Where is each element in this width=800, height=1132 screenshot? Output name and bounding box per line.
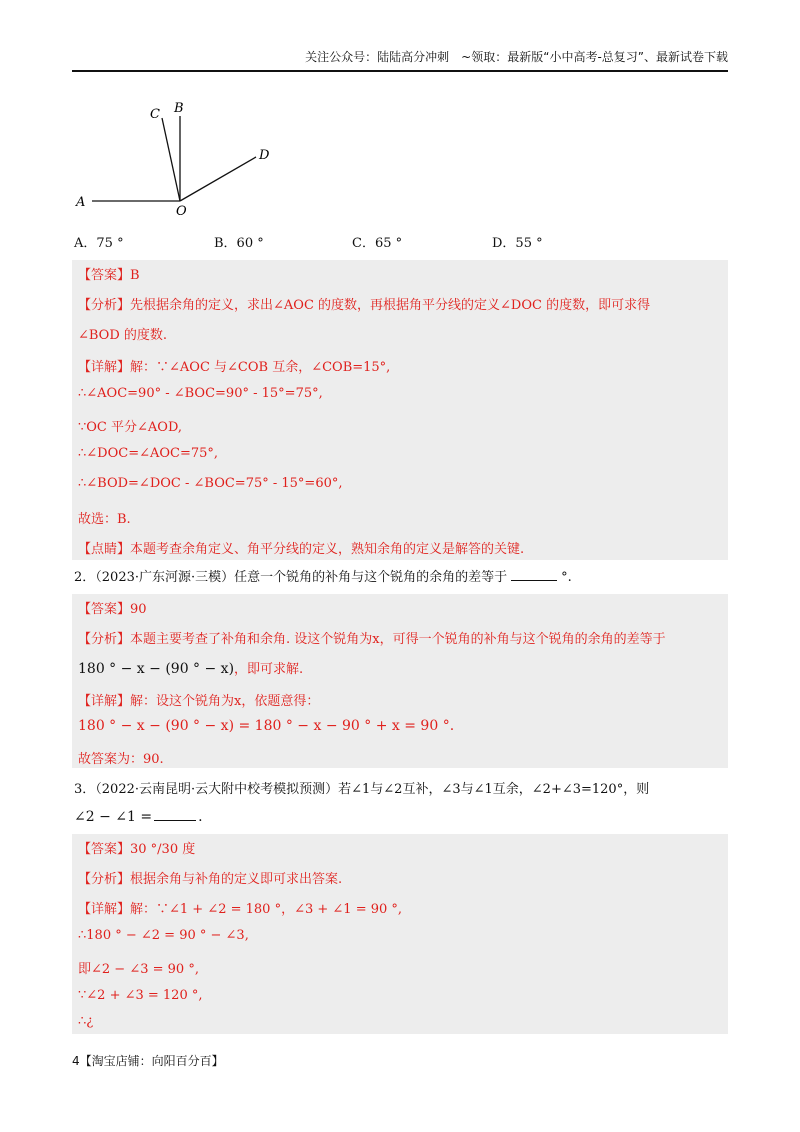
option-b: B．60 ° (214, 236, 264, 251)
q3-question-line2 (74, 808, 203, 825)
q1-answer: 【答案】B (78, 268, 140, 283)
q1-solution-block (72, 260, 728, 560)
q2-analysis-tail: ，即可求解. (234, 662, 304, 677)
q1-detail-line1: 【详解】解：∵∠AOC 与∠COB 互余，∠COB=15°, (78, 360, 391, 375)
page-header: 关注公众号：陆陆高分冲刺 ~领取：最新版“小中高考-总复习”、最新试卷下载 (72, 48, 728, 72)
label-o: O (176, 204, 187, 219)
q2-detail-line2: 180 ° − x − (90 ° − x) = 180 ° − x − 90 ° + x = 90 °. (78, 718, 455, 734)
q3-detail-line3: 即∠2 − ∠3 = 90 °, (78, 962, 199, 977)
q1-detail-line5: ∴∠BOD=∠DOC - ∠BOC=75° - 15°=60°, (78, 476, 343, 491)
q3-detail-line5: ∴¿ (78, 1014, 94, 1029)
q3-answer-blank[interactable] (154, 808, 196, 821)
option-a: A．75 ° (74, 236, 124, 251)
label-a: A (76, 195, 86, 210)
q3-detail-line4: ∵∠2 + ∠3 = 120 °, (78, 988, 203, 1003)
q3-question-end: . (198, 809, 203, 825)
q2-analysis-line2 (78, 658, 303, 677)
label-c: C (150, 107, 160, 122)
q2-question-text: 2．（2023·广东河源·三模）任意一个锐角的补角与这个锐角的余角的差等于 (74, 570, 508, 585)
q3-answer: 【答案】30 °/30 度 (78, 842, 196, 857)
q1-analysis-line2: ∠BOD 的度数. (78, 328, 168, 343)
q3-question-line1: 3．（2022·云南昆明·云大附中校考模拟预测）若∠1与∠2互补，∠3与∠1互余，∠2+∠3=120°，则 (74, 782, 650, 797)
q2-answer-blank[interactable] (511, 568, 557, 581)
q2-solution-block (72, 594, 728, 768)
q1-detail-line4: ∴∠DOC=∠AOC=75°, (78, 446, 219, 461)
q1-analysis-line1: 【分析】先根据余角的定义，求出∠AOC 的度数，再根据角平分线的定义∠DOC 的度数，即可求得 (78, 298, 651, 313)
q2-analysis-formula: 180 ° − x − (90 ° − x) (78, 661, 235, 677)
q3-analysis: 【分析】根据余角与补角的定义即可求出答案. (78, 872, 343, 887)
q2-answer: 【答案】90 (78, 602, 147, 617)
ray-od (180, 157, 256, 201)
q2-detail-line1: 【详解】解：设这个锐角为x，依题意得： (78, 694, 320, 709)
choice-options (74, 232, 734, 254)
option-c: C．65 ° (352, 236, 403, 251)
q3-detail-line1: 【详解】解：∵∠1 + ∠2 = 180 °，∠3 + ∠1 = 90 °, (78, 902, 403, 917)
label-d: D (259, 148, 270, 163)
label-b: B (174, 101, 184, 116)
q2-question-end: °. (561, 570, 572, 585)
angle-figure (70, 96, 290, 226)
q2-question (74, 566, 572, 585)
q2-analysis-line1: 【分析】本题主要考查了补角和余角. 设这个锐角为x，可得一个锐角的补角与这个锐角的余角的差等于 (78, 632, 666, 647)
ray-oc (162, 118, 180, 201)
q1-detail-line3: ∵OC 平分∠AOD, (78, 420, 183, 435)
q1-comment: 【点睛】本题考查余角定义、角平分线的定义，熟知余角的定义是解答的关键. (78, 542, 525, 557)
q1-detail-line2: ∴∠AOC=90° - ∠BOC=90° - 15°=75°, (78, 386, 323, 401)
q1-choice: 故选：B. (78, 512, 131, 527)
q2-result: 故答案为：90. (78, 752, 164, 767)
q3-solution-block (72, 834, 728, 1034)
q3-detail-line2: ∴180 ° − ∠2 = 90 ° − ∠3, (78, 928, 249, 943)
q3-question-expr: ∠2 − ∠1 = (74, 809, 153, 825)
option-d: D．55 ° (492, 236, 543, 251)
page-footer: 4【淘宝店铺：向阳百分百】 (72, 1054, 224, 1068)
